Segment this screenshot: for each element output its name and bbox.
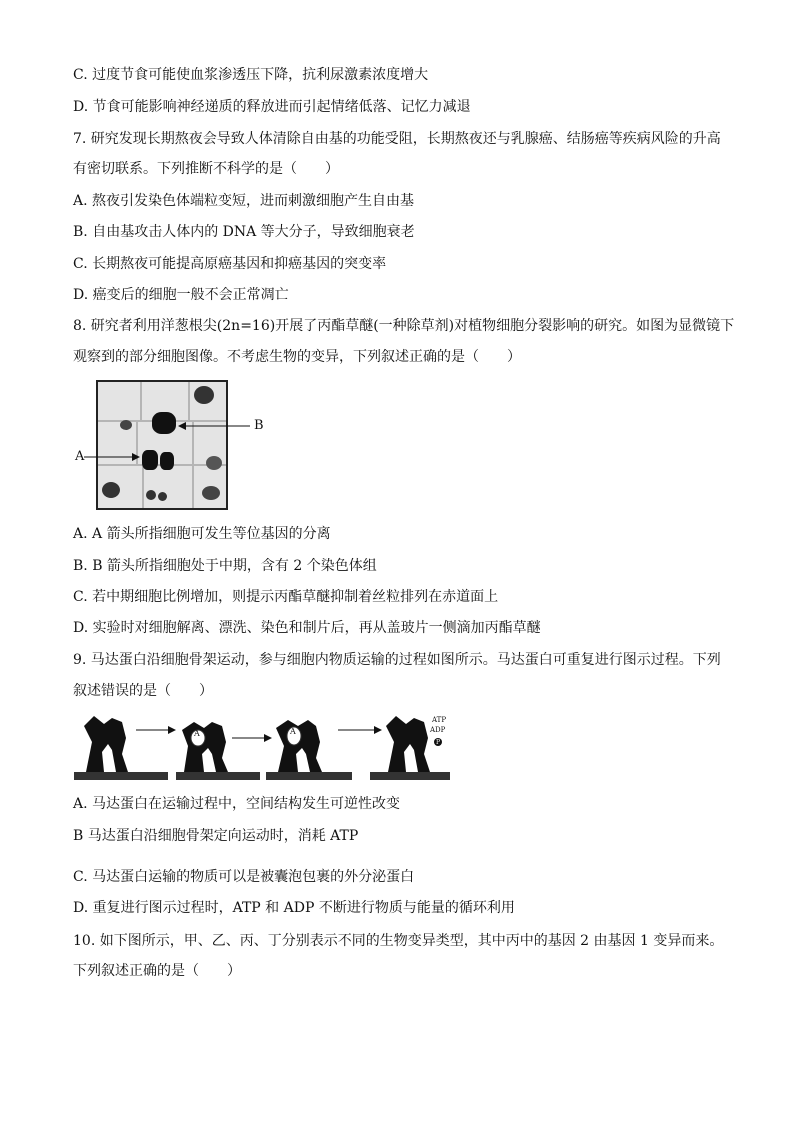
- motor-protein-step-1: [84, 716, 128, 772]
- motor-protein-step-4: [386, 716, 430, 772]
- option-9b: B 马达蛋白沿细胞骨架定向运动时，消耗 ATP: [73, 828, 359, 844]
- nucleus: [102, 482, 120, 498]
- motor-protein-step-2: [182, 722, 228, 772]
- option-7c: C. 长期熬夜可能提高原癌基因和抑癌基因的突变率: [73, 256, 387, 272]
- question-10-stem-2: 下列叙述正确的是（ ）: [73, 963, 241, 979]
- nucleus: [194, 386, 214, 404]
- label-atp-top: ATP: [432, 716, 447, 724]
- pointer-b-arrowhead: [178, 422, 186, 430]
- motor-protein-figure: [72, 708, 452, 786]
- question-9-stem-1: 9. 马达蛋白沿细胞骨架运动，参与细胞内物质运输的过程如图所示。马达蛋白可重复进行图示过程。下列: [73, 652, 721, 668]
- question-7-stem-1: 7. 研究发现长期熬夜会导致人体清除自由基的功能受阻，长期熬夜还与乳腺癌、结肠癌等疾病风险的升高: [73, 131, 721, 147]
- arrow-head: [264, 734, 272, 742]
- atp-bound-label: A: [290, 727, 296, 736]
- microscope-pointers: [70, 410, 270, 470]
- arrow-head: [168, 726, 176, 734]
- cytoskeleton-track: [74, 772, 168, 780]
- option-9c: C. 马达蛋白运输的物质可以是被囊泡包裹的外分泌蛋白: [73, 869, 415, 885]
- nucleus: [158, 492, 167, 501]
- question-7-stem-2: 有密切联系。下列推断不科学的是（ ）: [73, 161, 339, 177]
- question-8-stem-1: 8. 研究者利用洋葱根尖(2n=16)开展了丙酯草醚(一种除草剂)对植物细胞分裂影响的研究。如图为显微镜下: [73, 318, 735, 334]
- nucleus: [146, 490, 156, 500]
- option-8c: C. 若中期细胞比例增加，则提示丙酯草醚抑制着丝粒排列在赤道面上: [73, 589, 499, 605]
- cytoskeleton-track: [266, 772, 352, 780]
- option-7a: A. 熬夜引发染色体端粒变短，进而刺激细胞产生自由基: [73, 193, 415, 209]
- atp-label-a: A: [194, 729, 200, 738]
- pointer-a-arrowhead: [132, 453, 140, 461]
- option-9a: A. 马达蛋白在运输过程中，空间结构发生可逆性改变: [73, 796, 401, 812]
- option-8d: D. 实验时对细胞解离、漂洗、染色和制片后，再从盖玻片一侧滴加丙酯草醚: [73, 620, 541, 636]
- label-adp: ADP: [430, 726, 446, 734]
- option-8a: A. A 箭头所指细胞可发生等位基因的分离: [73, 526, 331, 542]
- question-8-stem-2: 观察到的部分细胞图像。不考虑生物的变异，下列叙述正确的是（ ）: [73, 349, 521, 365]
- question-9-stem-2: 叙述错误的是（ ）: [73, 683, 213, 699]
- arrow-head: [374, 726, 382, 734]
- option-8b: B. B 箭头所指细胞处于中期，含有 2 个染色体组: [73, 558, 377, 574]
- nucleus: [202, 486, 220, 500]
- label-b: B: [254, 418, 264, 433]
- cell-wall: [142, 464, 194, 510]
- option-7b: B. 自由基攻击人体内的 DNA 等大分子，导致细胞衰老: [73, 224, 415, 240]
- label-p: P: [436, 739, 441, 746]
- line-d-q6: D. 节食可能影响神经递质的释放进而引起情绪低落、记忆力减退: [73, 99, 471, 115]
- question-10-stem-1: 10. 如下图所示，甲、乙、丙、丁分别表示不同的生物变异类型，其中丙中的基因 2 由基因 1 变异而来。: [73, 933, 724, 949]
- option-9d: D. 重复进行图示过程时，ATP 和 ADP 不断进行物质与能量的循环利用: [73, 900, 515, 916]
- label-a: A: [75, 449, 85, 464]
- cytoskeleton-track: [370, 772, 450, 780]
- cytoskeleton-track: [176, 772, 260, 780]
- motor-protein-step-3: [276, 720, 322, 772]
- option-7d: D. 癌变后的细胞一般不会正常凋亡: [73, 287, 289, 303]
- line-c-q6: C. 过度节食可能使血浆渗透压下降，抗利尿激素浓度增大: [73, 67, 429, 83]
